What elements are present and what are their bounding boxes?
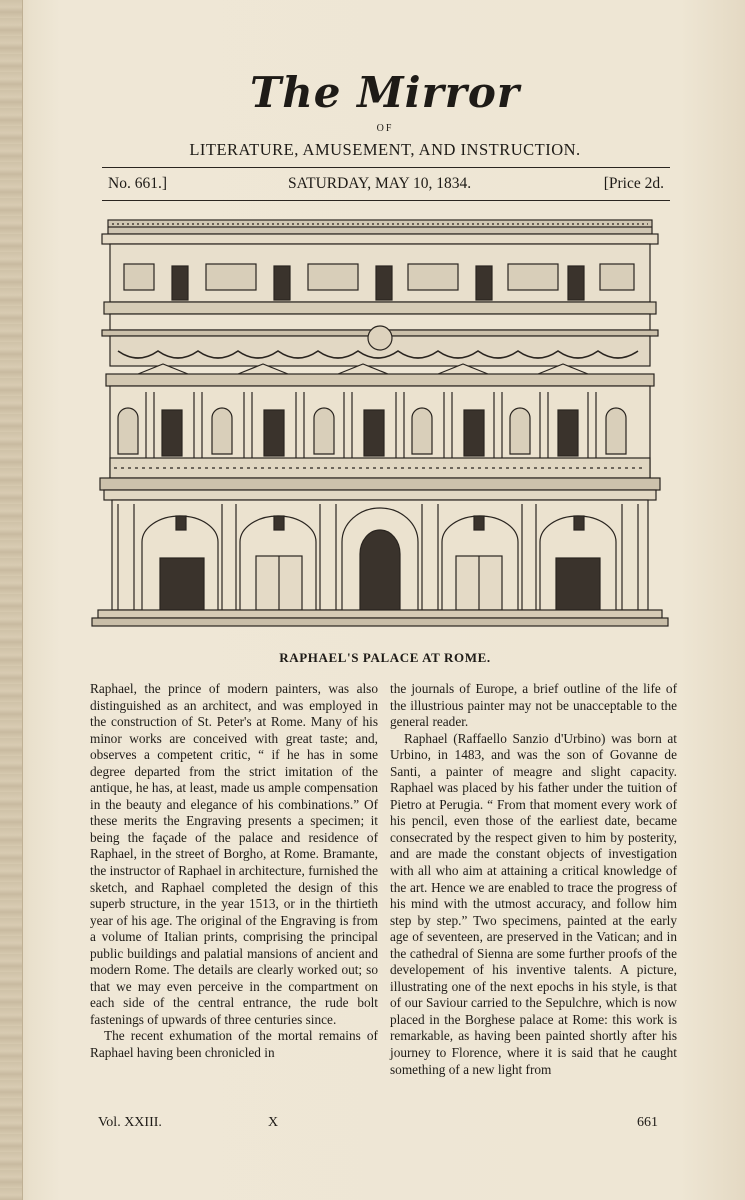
volume-label: Vol. XXIII. [98,1115,162,1130]
signature-mark: X [268,1115,279,1130]
binding-edge [0,0,23,1200]
bottom-rule [102,200,670,201]
issue-price: [Price 2d. [603,175,664,192]
page-number: 661 [637,1115,658,1130]
palace-engraving-icon [88,214,672,634]
issue-date: SATURDAY, MAY 10, 1834. [288,175,472,192]
article-paragraph: the journals of Europe, a brief outline of the life of the illustrious painter may not be unacceptable to the general reader. [390,681,677,730]
article-left-column [90,681,378,1062]
issue-number: No. 661.] [108,175,167,192]
top-rule [102,167,670,168]
masthead-subtitle: LITERATURE, AMUSEMENT, AND INSTRUCTION. [189,140,581,159]
article-paragraph: Raphael (Raffaello Sanzio d'Urbino) was born at Urbino, in 1483, and was the son of Govanne de Santi, a painter of meagre and slight capacity. Raphael was placed by his father under the tuition of Pietro at Perugia. “ From that moment every work of his pencil, even those of the earliest date, became consecrated by the respect given to him by posterity, and are made the constant objects of investigation with all who aim at attaining a critical knowledge of the art. Hence we are enabled to trace the progress of his mind with the utmost accuracy, and follow him step by step.” Two specimens, painted at the early age of seventeen, are preserved in the Vatican; and in the cathedral of Sienna are some further proofs of the developement of his inventive talents. A picture, illustrating one of the next epochs in his style, is that of our Saviour carried to the Sepulchre, which is now placed in the Borghese palace at Rome: this work is remarkable, as having been painted shortly after his journey to Florence, where it is said that he caught something of a new light from [390,730,677,1077]
masthead-of: OF [376,123,394,134]
article-paragraph: The recent exhumation of the mortal remains of Raphael having been chronicled in [90,1028,378,1061]
article-right-column [390,681,677,1078]
engraving-caption: RAPHAEL'S PALACE AT ROME. [279,650,491,665]
article-paragraph: Raphael, the prince of modern painters, was also distinguished as an architect, and was employed in the construction of St. Peter's at Rome. Many of his minor works are conceived with great taste; and, observes a competent critic, “ if he has in some degree departed from the strict imitation of the antique, he has, at least, made us ample compensation in the beauty and elegance of his combinations.” Of these merits the Engraving presents a specimen; it being the façade of the palace and residence of Raphael, in the street of Borgho, at Rome. Bramante, the instructor of Raphael in architecture, furnished the sketch, and Raphael completed the design of this superb structure, in the year 1513, or in the thirtieth year of his age. The original of the Engraving is from a volume of Italian prints, comprising the principal public buildings and palatial mansions of ancient and modern Rome. The details are clearly worked out; so that we may even perceive in the compartment on each side of the central entrance, the rude bolt fastenings of upwards of three centuries since. [90,681,378,1027]
masthead-title: The Mirror [250,68,520,117]
